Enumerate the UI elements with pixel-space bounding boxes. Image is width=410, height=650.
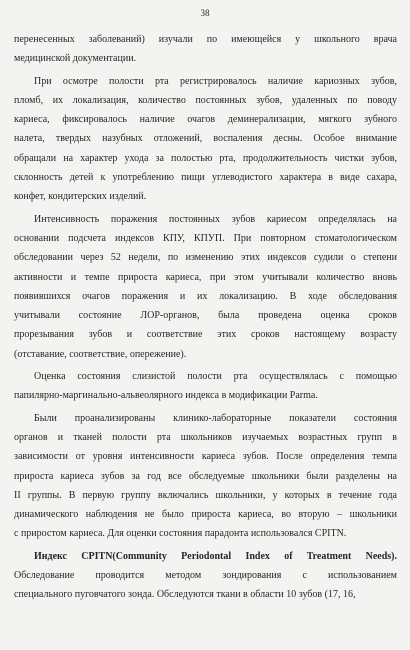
text-line: обращали на характер ухода за полостью рта, продолжительность чистки зубов, (14, 152, 397, 164)
text-line: учитывали состояние ЛОР-органов, была проведена оценка сроков (14, 310, 397, 322)
text-line: динамического наблюдения не было прироста кариеса, во вторую – школьники (14, 509, 397, 521)
text-line: налета, твердых назубных отложений, воспаления десны. Особое внимание (14, 133, 397, 145)
text-line: медицинской документации. (14, 53, 137, 65)
paragraph-2 (14, 72, 397, 207)
text-line: II группы. В первую группу включались школьники, у которых в течение года (14, 489, 397, 501)
section-heading: Индекс CPITN(Community Periodontal Index of Treatment Needs). (34, 550, 397, 562)
text-line: органов и тканей полости рта школьников изучаемых возрастных групп в (14, 431, 397, 443)
text-line: конфет, кондитерских изделий. (14, 191, 147, 203)
text-line: активности и темпе прироста кариеса, при этом учитывали количество вновь (14, 271, 397, 283)
text-line: перенесенных заболеваний) изучали по имеющейся у школьного врача (14, 34, 397, 45)
text-line: с приростом кариеса. Для оценки состояния парадонта использовался CPITN. (14, 528, 347, 540)
text-line: пломб, их локализация, количество постоянных зубов, удаленных по поводу (14, 94, 397, 106)
text-line: основании подсчета индексов КПУ, КПУП. При повторном стоматологическом (14, 232, 397, 244)
text-line: специального пуговчатого зонда. Обследуются ткани в области 10 зубов (17, 16, (14, 589, 356, 601)
text-line: кариеса, фиксировалось наличие очагов деминерализации, мягкого зубного (14, 114, 397, 126)
document-body (14, 30, 397, 605)
text-line: папилярно-маргинально-альвеолярного индекса в модификации Parma. (14, 390, 318, 402)
text-line: зависимости от уровня интенсивности кариеса зубов. После определения темпа (14, 451, 397, 463)
page-number: 38 (200, 8, 210, 18)
paragraph-5 (14, 409, 397, 544)
text-line: Были проанализированы клинико-лабораторные показатели состояния (34, 412, 397, 424)
text-line: склонность детей к употреблению пищи углеводистого характера в виде сахара, (14, 172, 397, 184)
text-line: прироста кариеса зубов за год все обследуемые школьники были разделены на (14, 470, 397, 482)
text-line: обследовании через 52 недели, по изменению этих индексов судили о степени (14, 252, 397, 264)
text-line: Обследование проводится методом зондирования с использованием (14, 570, 397, 582)
text-line: Интенсивность поражения постоянных зубов кариесом определялась на (34, 213, 397, 225)
text-line: прорезывания зубов и соответствие этих сроков настоящему возрасту (14, 329, 397, 341)
paragraph-1 (14, 30, 397, 69)
text-line: появившихся очагов поражения и их локализацию. В ходе обследования (14, 290, 397, 302)
paragraph-6 (14, 547, 397, 605)
text-line: (отставание, соответствие, опережение). (14, 348, 187, 360)
paragraph-3 (14, 210, 397, 364)
paragraph-4 (14, 367, 397, 406)
text-line: Оценка состояния слизистой полости рта осуществлялась с помощью (34, 371, 397, 383)
text-line: При осмотре полости рта регистрировалось наличие кариозных зубов, (34, 75, 397, 87)
